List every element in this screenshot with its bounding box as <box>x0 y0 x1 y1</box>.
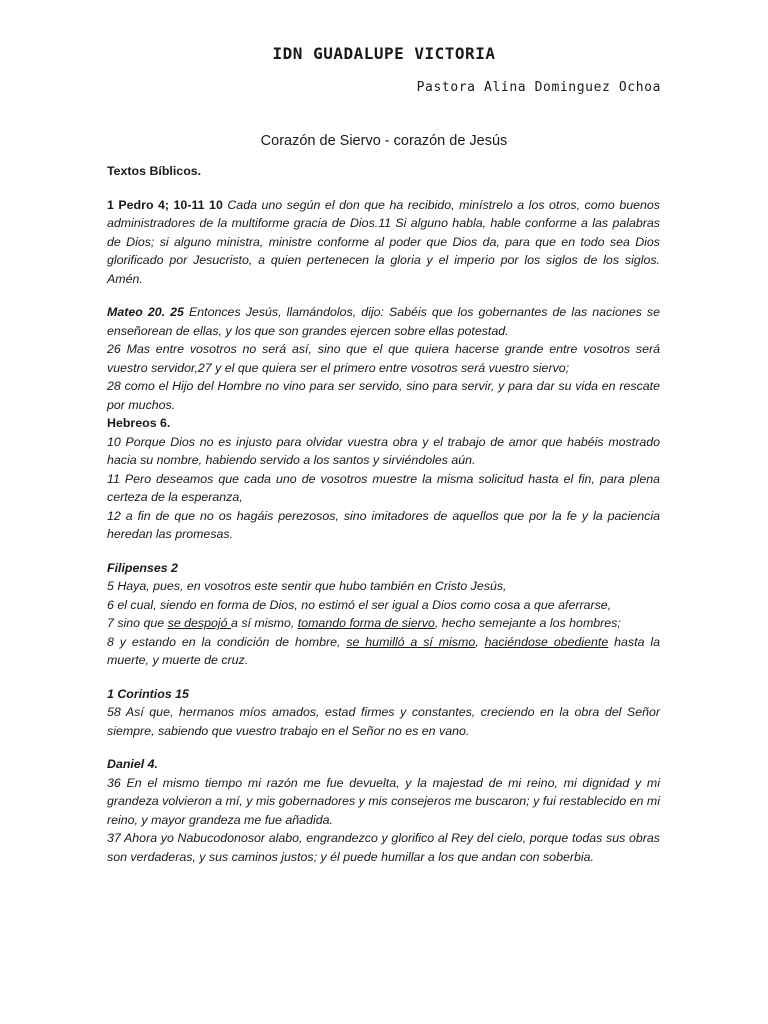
reference-corintios: 1 Corintios 15 <box>107 686 189 701</box>
reference-filipenses: Filipenses 2 <box>107 560 178 575</box>
passage-mateo-25 <box>107 303 660 340</box>
verse-segment: 8 y estando en la condición de hombre, <box>107 634 347 649</box>
reference-1-pedro: 1 Pedro 4; 10-11 10 <box>107 197 223 212</box>
verse-filipenses-8 <box>107 633 660 670</box>
verse-hebreos-10: 10 Porque Dios no es injusto para olvidar vuestra obra y el trabajo de amor que habéis mostrado hacia su nombre, habiendo servido a los santos y sirviéndoles aún. <box>107 434 660 467</box>
verse-filipenses-6: 6 el cual, siendo en forma de Dios, no estimó el ser igual a Dios como cosa a que aferrarse, <box>107 597 612 612</box>
underlined-phrase: tomando forma de siervo <box>297 616 435 630</box>
verse-segment: 7 sino que <box>107 616 168 630</box>
intro-label: Textos Bíblicos. <box>107 164 202 178</box>
verse-mateo-28: 28 como el Hijo del Hombre no vino para ser servido, sino para servir, y para dar su vida en rescate por muchos. <box>107 379 660 412</box>
verse-hebreos-12: 12 a fin de que no os hagáis perezosos, sino imitadores de aquellos que por la fe y la paciencia heredan las promesas. <box>107 508 660 541</box>
underlined-phrase: haciéndose obediente <box>484 634 609 649</box>
verse-segment: hasta la muerte, y muerte de cruz. <box>107 634 660 667</box>
reference-mateo: Mateo 20. 25 <box>107 305 184 319</box>
verse-corintios-58: 58 Así que, hermanos míos amados, estad firmes y constantes, creciendo en la obra del Señor siempre, sabiendo que vuestro trabajo en el Señor no es en vano. <box>107 705 660 738</box>
reference-hebreos: Hebreos 6. <box>107 416 171 430</box>
organization-name: IDN GUADALUPE VICTORIA <box>272 44 496 63</box>
passage-1-pedro <box>107 196 660 289</box>
verse-text: Entonces Jesús, llamándolos, dijo: Sabéis que los gobernantes de las naciones se enseñorean de ellas, y los que son grandes ejercen sobre ellas potestad. <box>107 305 660 338</box>
page-title: Corazón de Siervo - corazón de Jesús <box>260 133 508 149</box>
verse-filipenses-5: 5 Haya, pues, en vosotros este sentir que hubo también en Cristo Jesús, <box>107 579 507 593</box>
pastor-name: Pastora Alina Dominguez Ochoa <box>416 80 661 95</box>
verse-segment: a sí mismo, <box>231 616 298 630</box>
underlined-phrase: se humilló a sí mismo <box>346 634 476 649</box>
verse-filipenses-7 <box>107 614 660 633</box>
underlined-phrase: se despojó <box>167 616 231 630</box>
verse-daniel-36: 36 En el mismo tiempo mi razón me fue devuelta, y la majestad de mi reino, mi dignidad y mi grandeza volvieron a mí, y mis gobernadores y mis consejeros me buscaron; y fui restablecido en mi reino, y mayor grandeza me fue añadida. <box>107 775 660 827</box>
verse-daniel-37: 37 Ahora yo Nabucodonosor alabo, engrandezco y glorifico al Rey del cielo, porque todas sus obras son verdaderas, y sus caminos justos; y él puede humillar a los que andan con soberbia. <box>107 831 660 864</box>
reference-daniel: Daniel 4. <box>107 757 158 771</box>
verse-hebreos-11: 11 Pero deseamos que cada uno de vosotros muestre la misma solicitud hasta el fin, para plena certeza de la esperanza, <box>107 471 660 504</box>
document-body <box>107 162 660 866</box>
verse-text: Cada uno según el don que ha recibido, minístrelo a los otros, como buenos administradores de la multiforme gracia de Dios.11 Si alguno habla, hable conforme a las palabras de Dios; si alguno ministra, ministre conforme al poder que Dios da, para que en todo sea Dios glorificado por Jesucristo, a quien pertenecen la gloria y el imperio por los siglos de los siglos. Amén. <box>107 197 660 286</box>
verse-segment: , <box>475 634 485 649</box>
verse-segment: , hecho semejante a los hombres; <box>434 616 621 630</box>
verse-mateo-26: 26 Mas entre vosotros no será así, sino que el que quiera hacerse grande entre vosotros será vuestro servidor,27 y el que quiera ser el primero entre vosotros será vuestro siervo; <box>107 342 660 375</box>
